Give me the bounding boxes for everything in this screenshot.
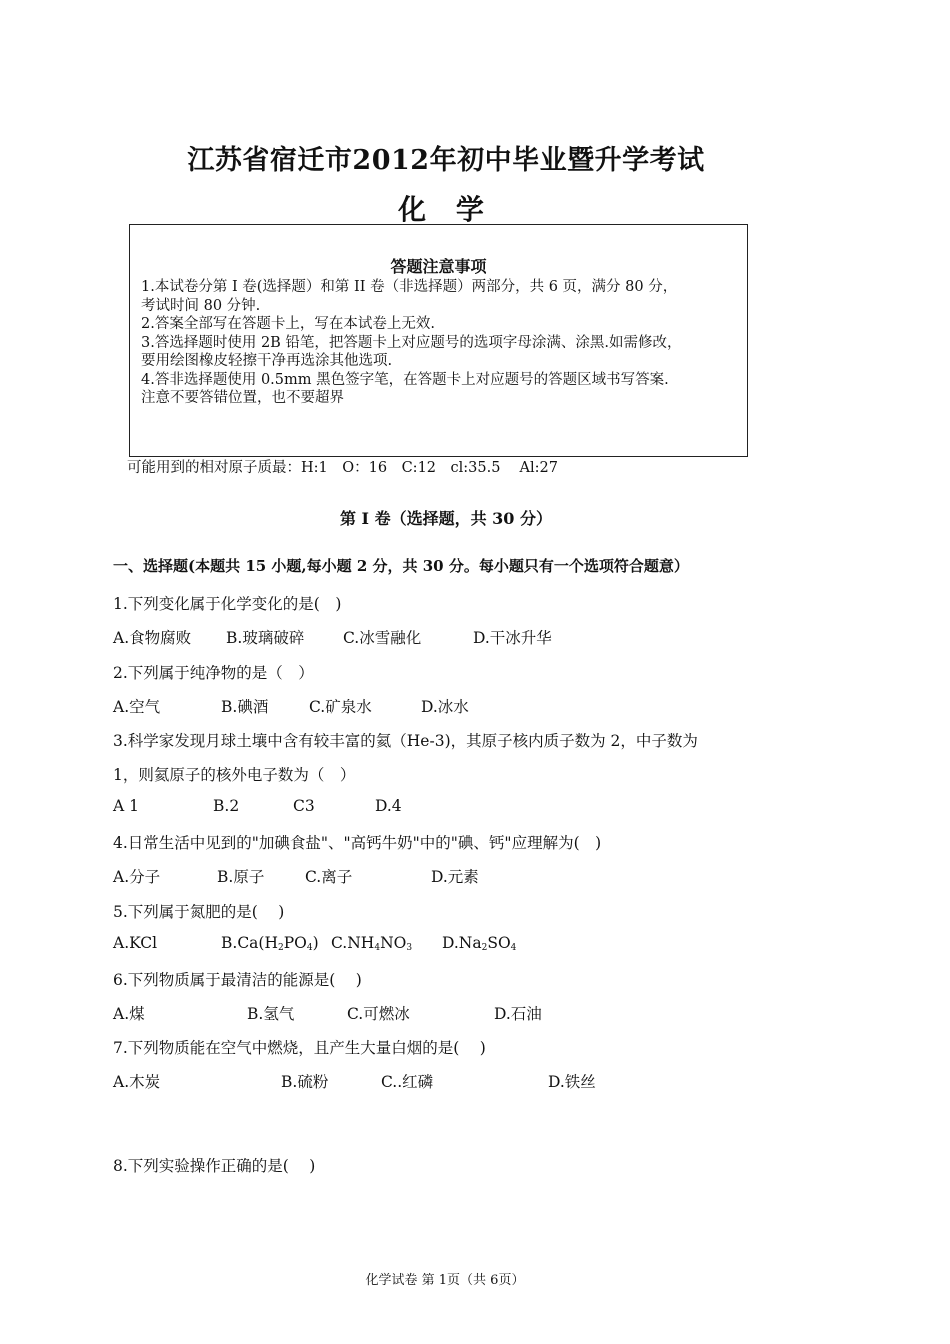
notice-line: 4.答非选择题使用 0.5mm 黑色签字笔，在答题卡上对应题号的答题区域书写答案. [141,371,669,388]
notice-line: 考试时间 80 分钟. [141,297,261,314]
question-4-option-a: A.分子 [113,868,161,886]
notice-line: 2.答案全部写在答题卡上，写在本试卷上无效. [141,316,435,332]
question-3-stem-continued: 1，则氦原子的核外电子数为（ ） [113,766,356,784]
notice-heading: 答题注意事项 [390,257,487,276]
question-1-stem: 1.下列变化属于化学变化的是( ) [113,595,342,613]
question-1-option-a: A.食物腐败 [113,629,192,647]
question-2-option-d: D.冰水 [421,698,469,716]
notice-text [141,278,746,408]
question-5-option-d: $D.Na_2SO_4$ [442,934,517,953]
question-5-option-c: $C.NH_4NO_3$ [331,934,413,953]
page-footer: 化学试卷 第 1页（共 6页） [365,1273,525,1288]
question-2-stem: 2.下列属于纯净物的是（ ） [113,664,314,682]
question-6-option-a: A.煤 [113,1005,145,1023]
notice-line: 注意不要答错位置，也不要超界 [141,390,344,406]
question-3-option-c: C3 [293,797,315,815]
question-6-option-d: D.石油 [494,1005,542,1023]
question-4-option-b: B.原子 [217,868,265,886]
question-6-option-b: B.氢气 [247,1005,295,1023]
question-7-option-b: B.硫粉 [281,1073,329,1091]
question-2-option-c: C.矿泉水 [309,698,372,716]
question-7-option-d: D.铁丝 [548,1073,596,1091]
question-3-stem: 3.科学家发现月球土壤中含有较丰富的氦（He-3)，其原子核内质子数为 2，中子数为 [113,732,698,750]
question-5-option-b: $B.Ca(H_2PO_4)$ [221,934,319,953]
question-6-option-c: C.可燃冰 [347,1005,410,1023]
question-5-stem: 5.下列属于氮肥的是( ) [113,903,285,921]
notice-line: 要用绘图橡皮轻擦干净再选涂其他选项. [141,353,393,369]
exam-title: 江苏省宿迁市2012年初中毕业暨升学考试 [187,145,705,176]
question-type-heading: 一、选择题(本题共 15 小题,每小题 2 分，共 30 分。每小题只有一个选项符合题意） [113,557,689,575]
question-3-option-b: B.2 [213,797,240,815]
subject-title: 化 学 [398,193,494,226]
question-6-stem: 6.下列物质属于最清洁的能源是( ) [113,971,362,989]
question-7-option-c: C..红磷 [381,1073,434,1091]
question-7-stem: 7.下列物质能在空气中燃烧，且产生大量白烟的是( ) [113,1039,486,1057]
question-1-option-b: B.玻璃破碎 [226,629,305,647]
question-5-option-a: A.KCl [113,934,158,952]
notice-box [129,224,748,457]
question-8-stem: 8.下列实验操作正确的是( ) [113,1157,316,1175]
notice-line: 1.本试卷分第 I 卷(选择题）和第 II 卷（非选择题）两部分，共 6 页，满分 80 分， [141,279,678,295]
question-4-stem: 4.日常生活中见到的"加碘食盐"、"高钙牛奶"中的"碘、钙"应理解为( ) [113,834,602,852]
question-2-option-a: A.空气 [113,698,161,716]
question-4-option-d: D.元素 [431,868,479,886]
question-3-option-a: A 1 [113,797,139,815]
question-7-option-a: A.木炭 [113,1073,161,1091]
section-title: 第 I 卷（选择题，共 30 分） [339,509,553,528]
question-1-option-d: D.干冰升华 [473,629,552,647]
question-2-option-b: B.碘酒 [221,698,269,716]
atomic-masses: 可能用到的相对原子质最：H:1 O：16 C:12 cl:35.5 Al:27 [127,460,559,476]
question-3-option-d: D.4 [375,797,402,815]
notice-line: 3.答选择题时使用 2B 铅笔，把答题卡上对应题号的选项字母涂满、涂黑.如需修改， [141,334,682,351]
question-4-option-c: C.离子 [305,868,353,886]
question-1-option-c: C.冰雪融化 [343,629,422,647]
